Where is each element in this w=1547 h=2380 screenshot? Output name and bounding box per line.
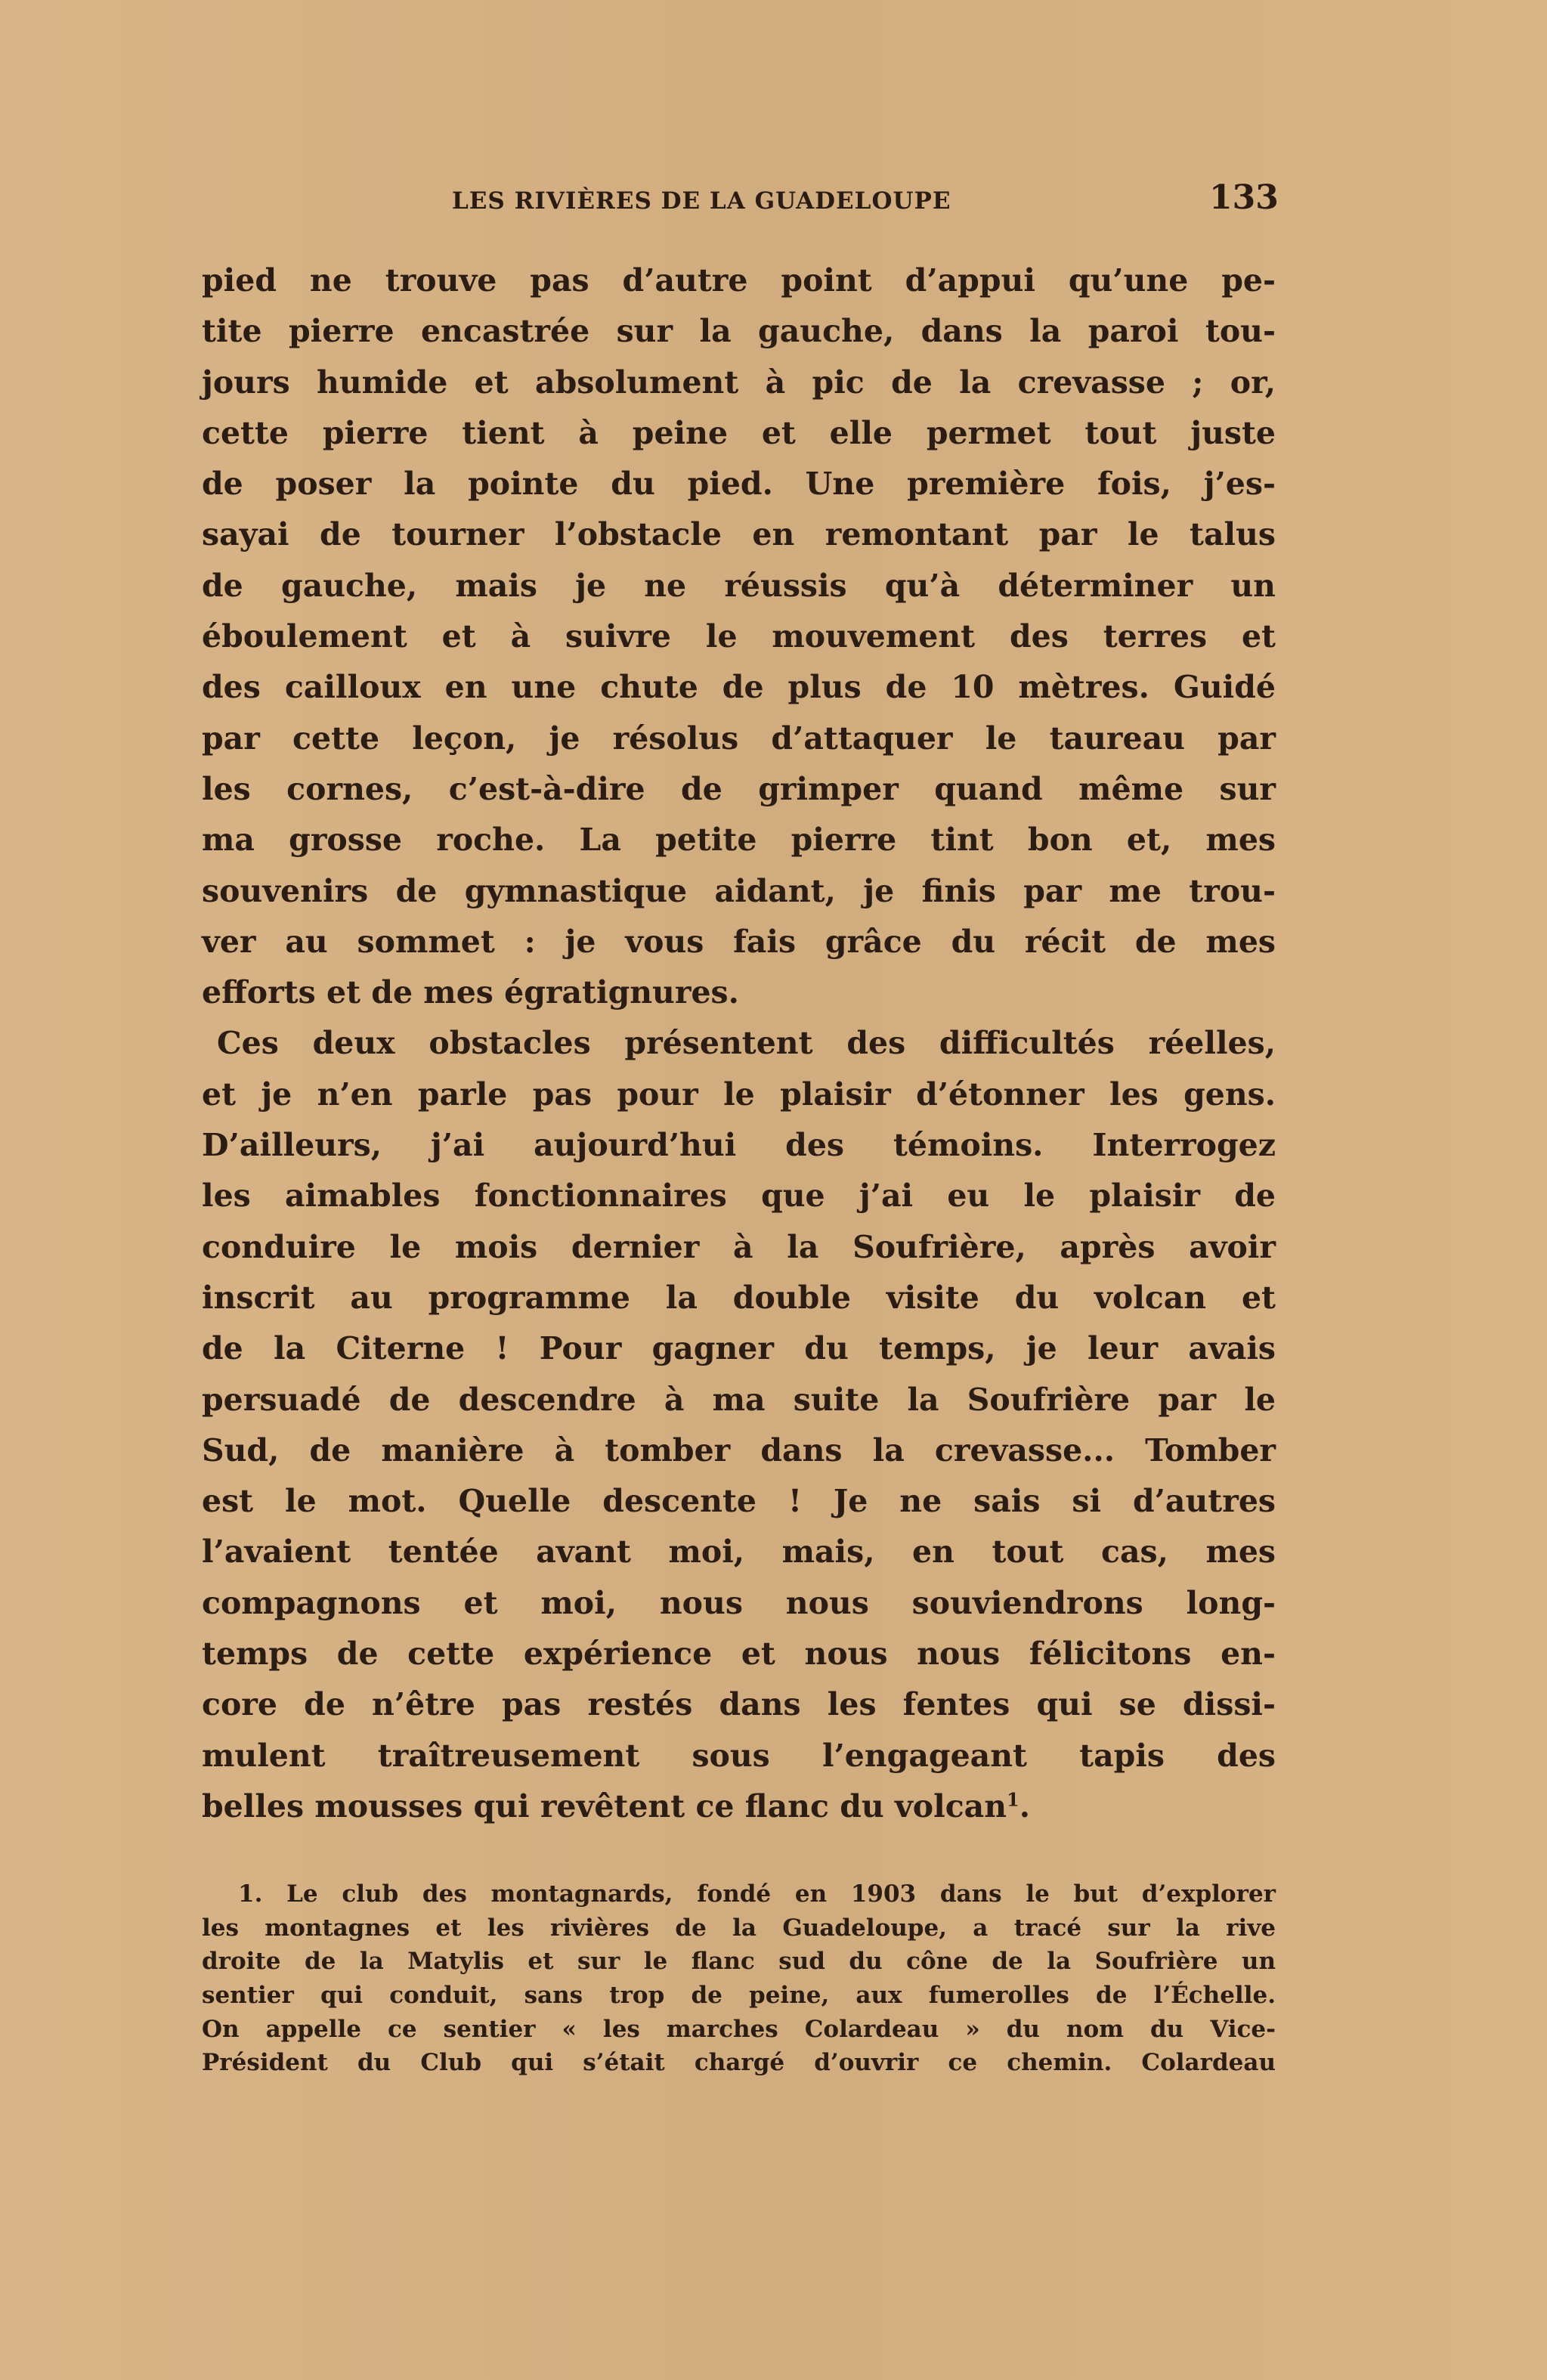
body-line	[202, 815, 1276, 865]
body-line-text: cette pierre tient à peine et elle permet tout juste	[202, 414, 1276, 451]
body-line	[202, 1679, 1276, 1730]
body-line-text: souvenirs de gymnastique aidant, je finis par me trou-	[202, 872, 1276, 909]
body-line-text: ver au sommet : je vous fais grâce du récit de mes	[202, 923, 1276, 960]
body-line	[202, 662, 1276, 713]
body-line-text: ma grosse roche. La petite pierre tint bon et, mes	[202, 822, 1276, 859]
footnote-line: droite de la Matylis et sur le flanc sud du cône de la Soufrière un	[202, 1948, 1276, 1976]
body-line	[202, 1476, 1276, 1527]
body-line	[202, 561, 1276, 611]
body-line	[202, 509, 1276, 560]
body-line-text: persuadé de descendre à ma suite la Soufrière par le	[202, 1381, 1276, 1418]
body-line	[202, 967, 1276, 1018]
body-line	[202, 1731, 1276, 1781]
body-line-text: Sud, de manière à tomber dans la crevasse... Tomber	[202, 1431, 1276, 1469]
footnote-line: sentier qui conduit, sans trop de peine, aux fumerolles de l’Échelle.	[202, 1982, 1276, 2010]
body-line-text: compagnons et moi, nous nous souviendrons long-	[202, 1584, 1276, 1621]
body-line-text: mulent traîtreusement sous l’engageant tapis des	[202, 1737, 1276, 1774]
body-line-text: de gauche, mais je ne réussis qu’à déterminer un	[202, 567, 1276, 604]
body-line-text: D’ailleurs, j’ai aujourd’hui des témoins. Interrogez	[202, 1127, 1276, 1164]
body-line-text: sayai de tourner l’obstacle en remontant par le talus	[202, 516, 1276, 553]
body-line	[202, 1578, 1276, 1629]
body-line	[202, 459, 1276, 509]
body-line	[202, 306, 1276, 357]
body-line	[202, 917, 1276, 967]
body-line-text: les cornes, c’est-à-dire de grimper quand même sur	[202, 770, 1276, 807]
body-line-text: des cailloux en une chute de plus de 10 mètres. Guidé	[202, 669, 1276, 706]
body-line-text: temps de cette expérience et nous nous félicitons en-	[202, 1636, 1276, 1673]
running-title: LES RIVIÈRES DE LA GUADELOUPE	[452, 187, 951, 215]
body-line-text: core de n’être pas restés dans les fentes qui se dissi-	[202, 1686, 1276, 1723]
body-line: belles mousses qui revêtent ce flanc du volcan$^1$.	[202, 1787, 1031, 1824]
body-line	[202, 611, 1276, 662]
body-line	[202, 1273, 1276, 1323]
footnote-line: Président du Club qui s’était chargé d’ouvrir ce chemin. Colardeau	[202, 2049, 1276, 2077]
page-number: 133	[1209, 178, 1279, 217]
body-line	[202, 408, 1276, 459]
body-line-text: l’avaient tentée avant moi, mais, en tout cas, mes	[202, 1534, 1276, 1571]
body-line-text: conduire le mois dernier à la Soufrière, après avoir	[202, 1228, 1276, 1265]
body-line	[202, 1120, 1276, 1171]
body-line	[202, 713, 1276, 764]
body-text	[202, 255, 1276, 1832]
body-line	[202, 1018, 1276, 1069]
footnote-line: On appelle ce sentier « les marches Colardeau » du nom du Vice-	[202, 2015, 1276, 2043]
body-line	[202, 764, 1276, 815]
body-line	[202, 1527, 1276, 1577]
body-line-text: jours humide et absolument à pic de la crevasse ; or,	[202, 364, 1276, 401]
body-line-text: belles mousses qui revêtent ce flanc du volcan	[202, 1787, 1007, 1824]
body-line-text: Ces deux obstacles présentent des difficultés réelles,	[217, 1025, 1276, 1062]
body-line	[202, 1323, 1276, 1374]
body-line	[202, 1629, 1276, 1679]
body-line	[202, 1222, 1276, 1273]
footnote-reference: 1	[1007, 1788, 1019, 1811]
body-line-text: éboulement et à suivre le mouvement des terres et	[202, 618, 1276, 655]
body-line-text: tite pierre encastrée sur la gauche, dans la paroi tou-	[202, 313, 1276, 350]
body-line-text: de la Citerne ! Pour gagner du temps, je leur avais	[202, 1330, 1276, 1367]
footnote-line: les montagnes et les rivières de la Guadeloupe, a tracé sur la rive	[202, 1914, 1276, 1942]
body-line	[202, 357, 1276, 408]
body-line	[202, 1069, 1276, 1120]
body-line-text: les aimables fonctionnaires que j’ai eu le plaisir de	[202, 1178, 1276, 1215]
body-line-text: est le mot. Quelle descente ! Je ne sais si d’autres	[202, 1483, 1276, 1520]
body-line	[202, 1171, 1276, 1221]
body-line-text: et je n’en parle pas pour le plaisir d’étonner les gens.	[202, 1075, 1276, 1113]
body-line-text: efforts et de mes égratignures.	[202, 974, 739, 1011]
body-line-text: pied ne trouve pas d’autre point d’appui qu’une pe-	[202, 262, 1276, 299]
body-line-text: inscrit au programme la double visite du volcan et	[202, 1279, 1276, 1316]
body-line	[202, 1375, 1276, 1425]
footnote	[202, 1877, 1276, 2080]
body-line-text: de poser la pointe du pied. Une première fois, j’es-	[202, 466, 1276, 503]
body-line	[202, 866, 1276, 917]
footnote-line: 1. Le club des montagnards, fondé en 1903 dans le but d’explorer	[238, 1880, 1276, 1908]
body-line	[202, 255, 1276, 306]
body-line	[202, 1425, 1276, 1476]
body-line-text: par cette leçon, je résolus d’attaquer le taureau par	[202, 720, 1276, 757]
